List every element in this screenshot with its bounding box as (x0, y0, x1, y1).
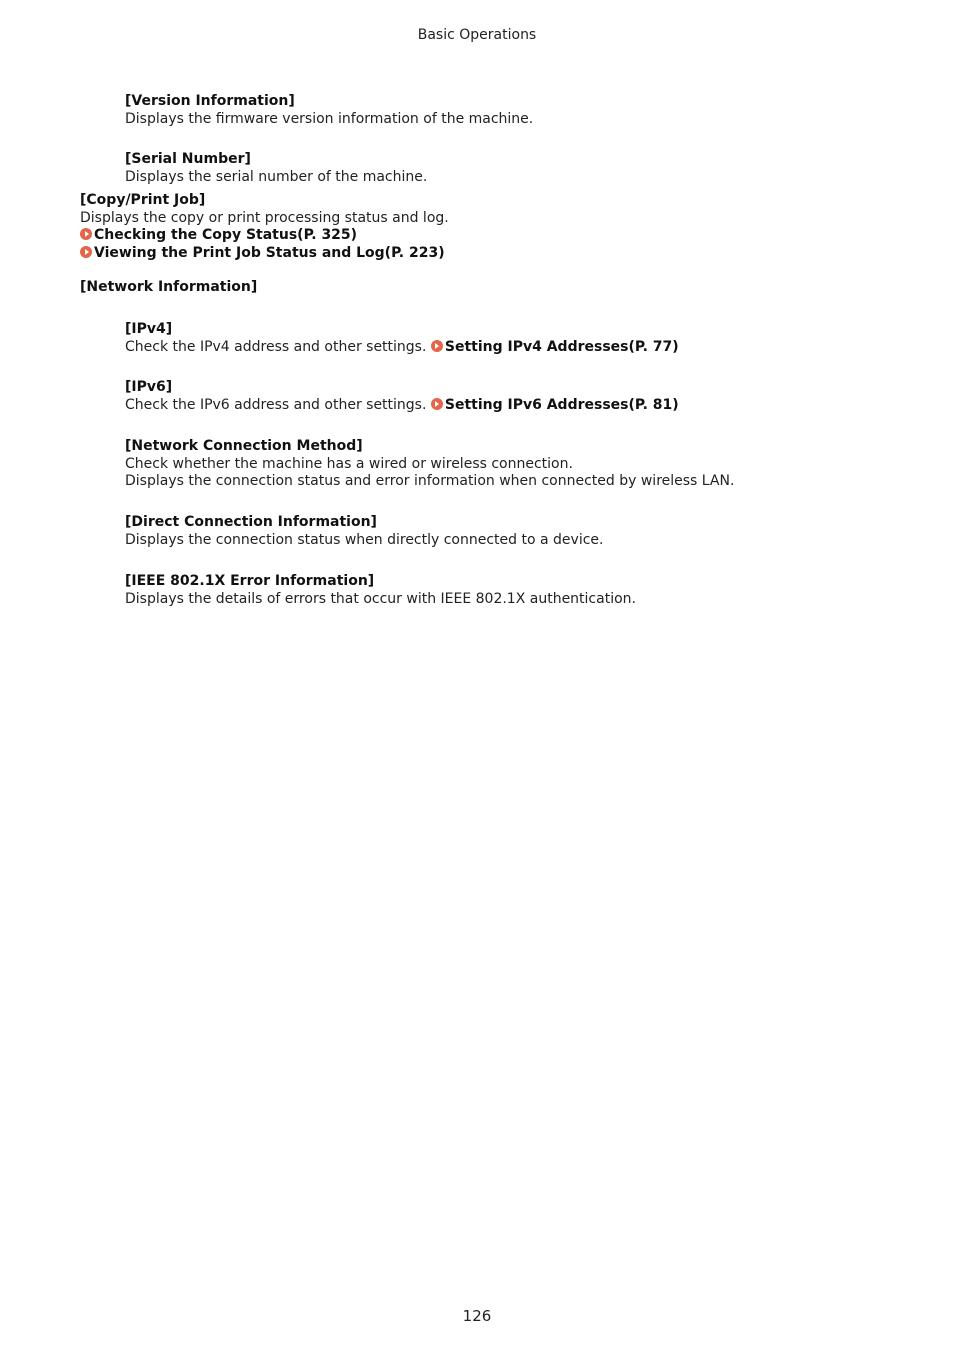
section-title: [IPv6] (125, 379, 173, 395)
section-title: [Direct Connection Information] (125, 514, 377, 530)
section-description: Displays the details of errors that occur with IEEE 802.1X authentication. (125, 590, 636, 607)
section-description: Displays the connection status and error information when connected by wireless LAN. (125, 473, 735, 489)
network-information-section (80, 279, 257, 297)
section-description: Displays the firmware version information of the machine. (125, 110, 534, 127)
link-row (80, 245, 449, 263)
checking-copy-status-link[interactable]: Checking the Copy Status(P. 325) (94, 227, 358, 243)
section-description: Check the IPv6 address and other settings. (125, 396, 427, 413)
section-title: [Network Information] (80, 279, 258, 295)
section-description: Displays the connection status when directly connected to a device. (125, 531, 604, 548)
section-description-row (125, 397, 679, 415)
section-title: [IEEE 802.1X Error Information] (125, 573, 375, 589)
page-number: 126 (462, 1307, 492, 1325)
arrow-circle-icon (431, 398, 443, 410)
section-description: Displays the serial number of the machine. (125, 168, 428, 185)
copy-print-job-section (80, 192, 449, 262)
section-title: [Version Information] (125, 93, 295, 109)
section-description: Displays the copy or print processing status and log. (80, 209, 449, 226)
arrow-circle-icon (80, 246, 92, 258)
section-description-row (125, 339, 679, 357)
running-header: Basic Operations (417, 27, 537, 43)
section-title: [IPv4] (125, 321, 173, 337)
section-title: [Serial Number] (125, 151, 251, 167)
section-title: [Copy/Print Job] (80, 192, 206, 208)
viewing-print-job-status-link[interactable]: Viewing the Print Job Status and Log(P. 223) (94, 244, 445, 261)
setting-ipv4-addresses-link[interactable]: Setting IPv4 Addresses(P. 77) (444, 338, 679, 355)
version-information-section (125, 93, 533, 128)
ipv4-section (125, 321, 679, 356)
setting-ipv6-addresses-link[interactable]: Setting IPv6 Addresses(P. 81) (444, 396, 679, 413)
ipv6-section (125, 379, 679, 414)
section-description: Check the IPv4 address and other settings. (125, 338, 427, 355)
link-row (80, 227, 449, 245)
section-description: Check whether the machine has a wired or wireless connection. (125, 455, 573, 472)
arrow-circle-icon (431, 340, 443, 352)
direct-connection-information-section (125, 514, 603, 549)
serial-number-section (125, 151, 427, 186)
arrow-circle-icon (80, 228, 92, 240)
network-connection-method-section (125, 438, 734, 491)
section-title: [Network Connection Method] (125, 438, 363, 454)
ieee-error-information-section (125, 573, 636, 608)
